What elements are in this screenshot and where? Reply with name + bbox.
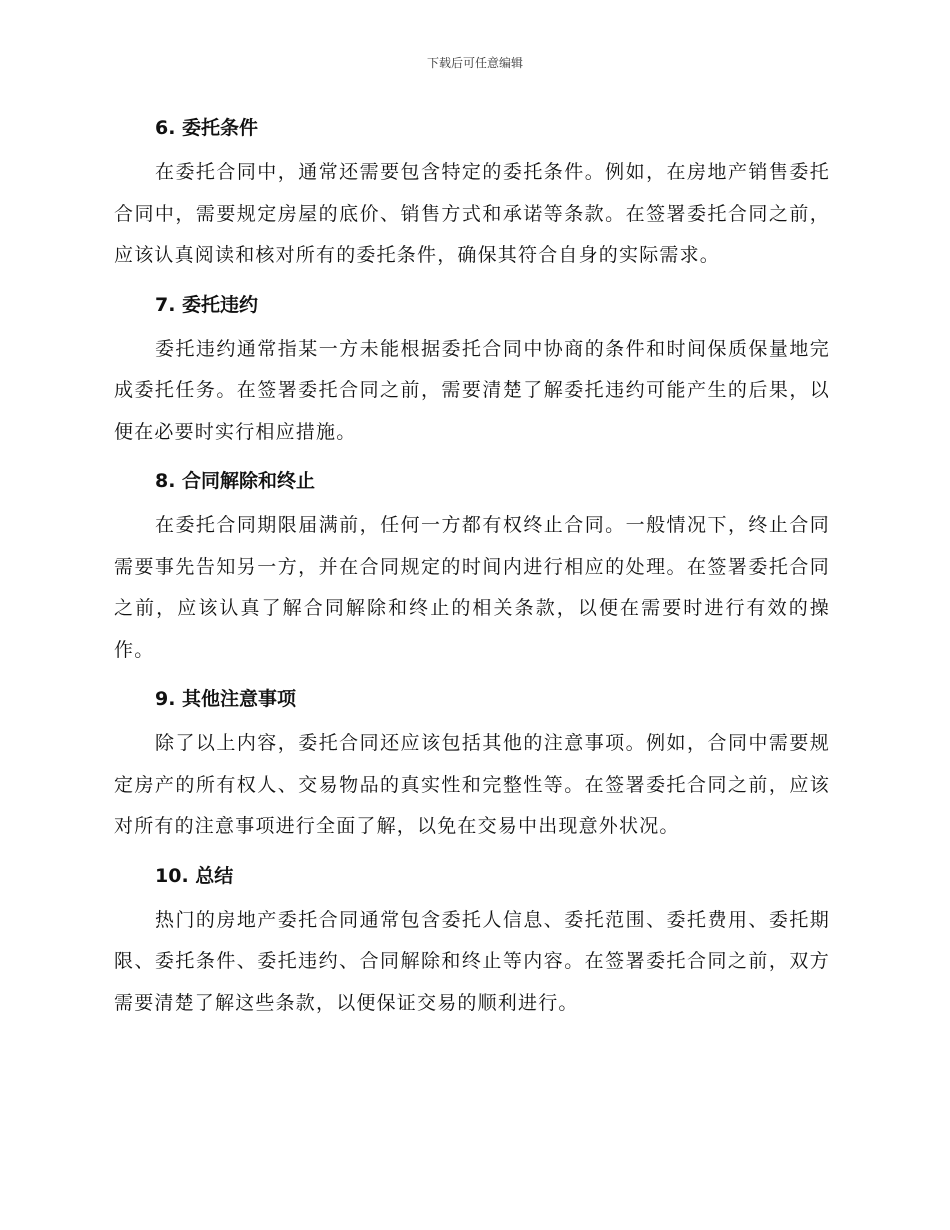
section-8 xyxy=(114,461,830,671)
section-paragraph: 除了以上内容，委托合同还应该包括其他的注意事项。例如，合同中需要规定房产的所有权人、交易物品的真实性和完整性等。在签署委托合同之前，应该对所有的注意事项进行全面了解，以免在交易中出现意外状况。 xyxy=(114,732,830,837)
page-header: 下载后可任意编辑 xyxy=(426,56,523,70)
section-9 xyxy=(114,679,830,848)
section-heading: 8. 合同解除和终止 xyxy=(155,470,316,492)
section-6 xyxy=(114,108,830,277)
document-body xyxy=(114,108,830,1032)
section-paragraph: 在委托合同中，通常还需要包含特定的委托条件。例如，在房地产销售委托合同中，需要规定房屋的底价、销售方式和承诺等条款。在签署委托合同之前，应该认真阅读和核对所有的委托条件，确保其符合自身的实际需求。 xyxy=(114,161,830,266)
section-heading: 6. 委托条件 xyxy=(155,117,259,139)
section-heading: 9. 其他注意事项 xyxy=(155,688,297,710)
section-paragraph: 热门的房地产委托合同通常包含委托人信息、委托范围、委托费用、委托期限、委托条件、委托违约、合同解除和终止等内容。在签署委托合同之前，双方需要清楚了解这些条款，以便保证交易的顺利进行。 xyxy=(114,908,830,1014)
section-10 xyxy=(114,856,830,1025)
section-heading: 7. 委托违约 xyxy=(155,293,259,316)
section-7 xyxy=(114,285,830,454)
section-heading: 10. 总结 xyxy=(155,864,234,887)
section-paragraph: 在委托合同期限届满前，任何一方都有权终止合同。一般情况下，终止合同需要事先告知另一方，并在合同规定的时间内进行相应的处理。在签署委托合同之前，应该认真了解合同解除和终止的相关条款，以便在需要时进行有效的操作。 xyxy=(114,514,830,661)
section-paragraph: 委托违约通常指某一方未能根据委托合同中协商的条件和时间保质保量地完成委托任务。在签署委托合同之前，需要清楚了解委托违约可能产生的后果，以便在必要时实行相应措施。 xyxy=(114,337,830,443)
